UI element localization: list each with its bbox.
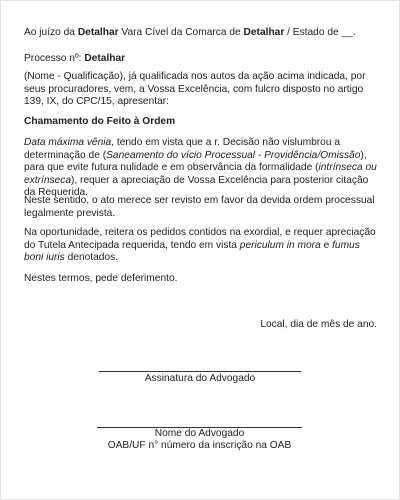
- body-text: ), para que evite futura nulidade e em observância da formalidade (: [24, 149, 367, 173]
- body-text: Na oportunidade, reitera os pedidos contidos na exordial, e requer apreciação do Tutela Antecipada requerida, tendo em vista: [24, 227, 376, 251]
- italic-text: Saneamento do vício Processual - Providência/Omissão: [106, 149, 361, 161]
- lawyer-name: Nome do Advogado: [154, 428, 245, 439]
- court-header: [24, 27, 379, 40]
- italic-text: periculum in mora: [239, 239, 321, 251]
- section-title: Chamamento do Feito à Ordem: [24, 116, 176, 127]
- italic-text: intrínseca ou extrínseca: [24, 162, 377, 186]
- header-placeholder-vara: Detalhar: [77, 27, 119, 38]
- signature-line: [99, 371, 301, 372]
- italic-text: Data máxima vênia: [24, 137, 112, 148]
- header-text: / Estado de __.: [284, 27, 356, 38]
- qualification-paragraph: (Nome - Qualificação), já qualificada nos autos da ação acima indicada, por seus procuradores, vem, a Vossa Excelência, com fulcro disposto no artigo 139, IX, do CPC/15, apresentar:: [24, 71, 366, 107]
- body-text: , tendo em vista que a r. Decisão não vislumbrou a determinação de (: [24, 137, 340, 161]
- header-text: Ao juízo da: [24, 27, 78, 38]
- process-number: [24, 53, 379, 66]
- lawyer-oab: OAB/UF n° número da inscrição na OAB: [107, 440, 292, 451]
- italic-text: fumus boni iuris: [24, 239, 360, 263]
- header-placeholder-comarca: Detalhar: [243, 27, 285, 38]
- paragraph-decision: [24, 137, 379, 200]
- body-text: e: [320, 239, 333, 251]
- closing-text: Nestes termos, pede deferimento.: [24, 273, 178, 284]
- place-date: Local, dia de mês de ano.: [260, 319, 377, 330]
- header-text: Vara Cível da Comarca de: [118, 27, 244, 38]
- body-text: ), requer a apreciação de Vossa Excelência para posterior citação da Requerida.: [24, 174, 369, 198]
- process-value: Detalhar: [84, 53, 126, 64]
- signature-label: Assinatura do Advogado: [144, 373, 256, 384]
- paragraph-revision: Neste sentido, o ato merece ser revisto em favor da devida ordem processual legalmente prevista.: [24, 195, 375, 219]
- process-label: Processo nº:: [24, 53, 85, 64]
- paragraph-requests: [24, 227, 379, 265]
- body-text: denotados.: [64, 252, 119, 263]
